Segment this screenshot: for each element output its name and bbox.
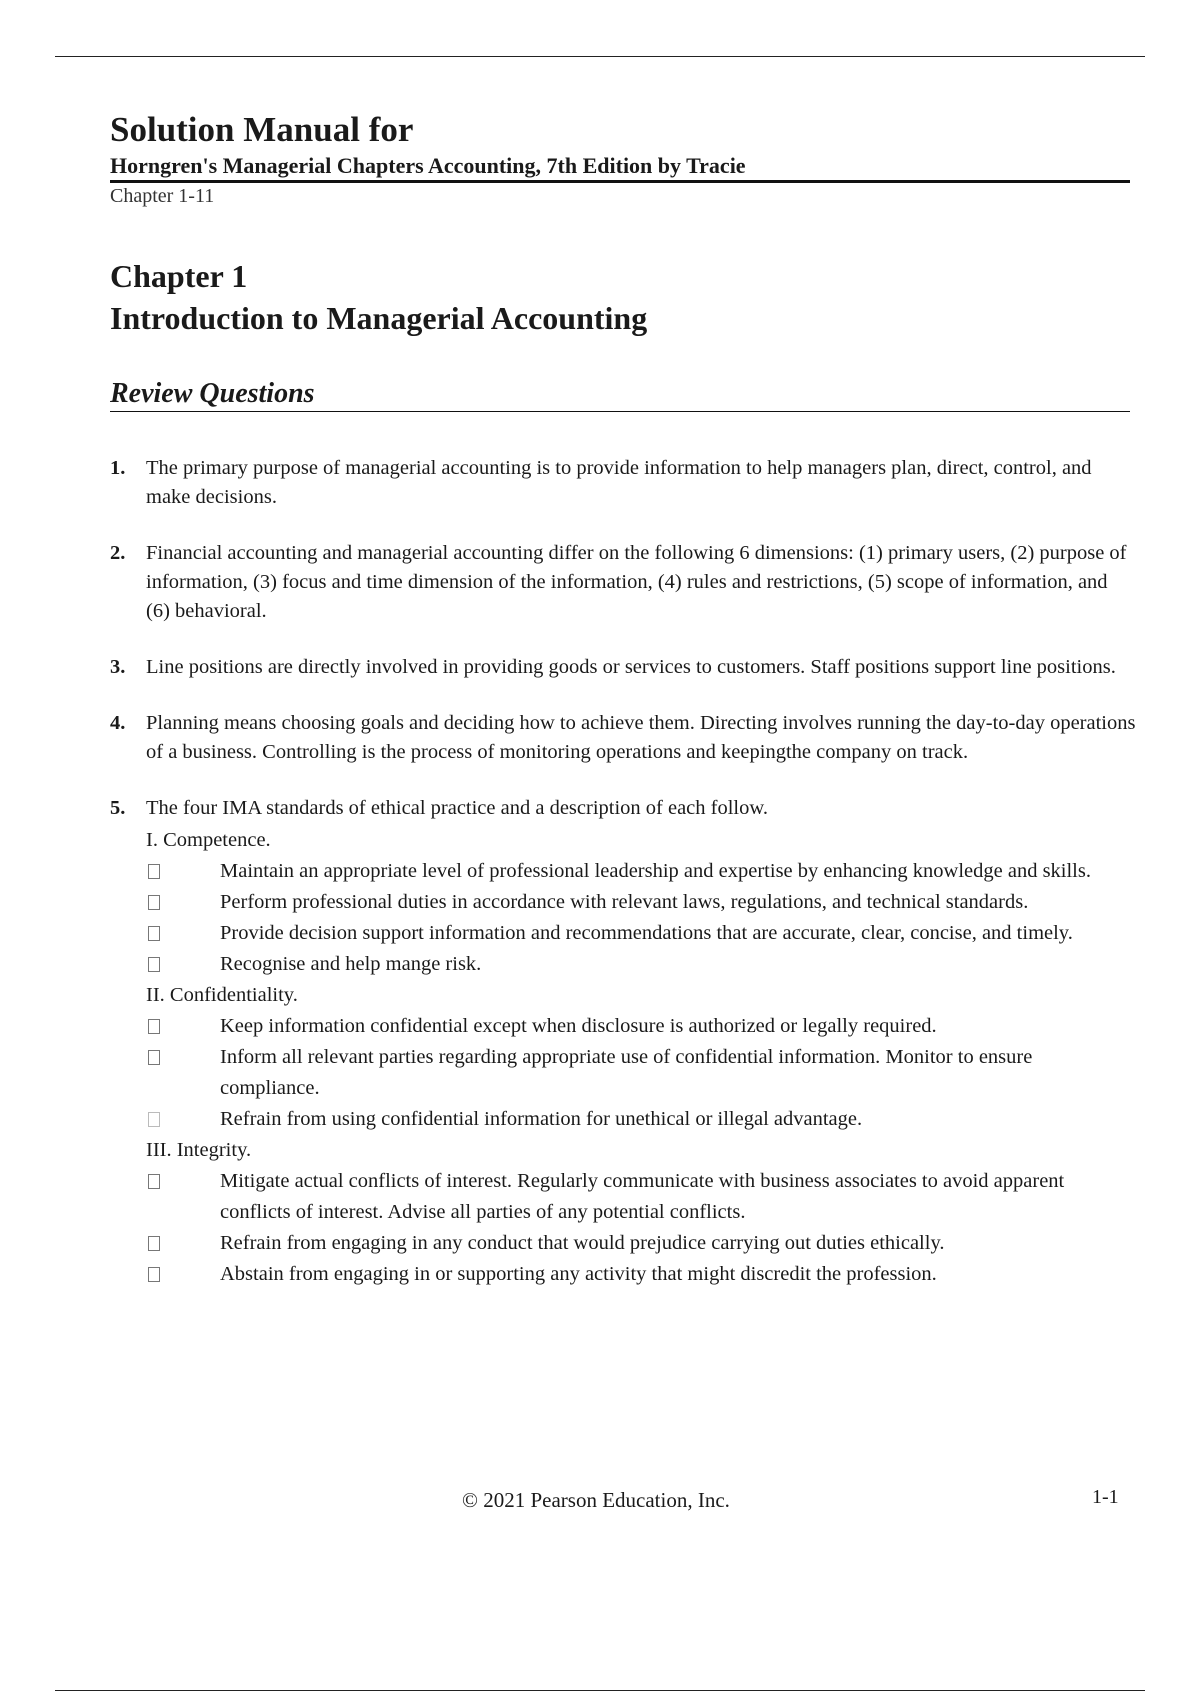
checkbox-glyph-icon [148,1267,160,1282]
standard-bullet [148,949,1120,980]
bullet-text: Perform professional duties in accordance with relevant laws, regulations, and technical standards. [220,891,1029,913]
standard-bullet [148,1166,1120,1228]
bullet-text: Refrain from using confidential information for unethical or illegal advantage. [220,1108,863,1130]
standard-bullet [148,1259,1120,1290]
document-subtitle: Horngren's Managerial Chapters Accounting, 7th Edition by Tracie [110,152,1130,183]
checkbox-glyph-icon [148,1112,160,1127]
chapter-heading [110,255,1130,339]
question-number: 4. [110,712,126,734]
checkbox-glyph-icon [148,957,160,972]
checkbox-glyph-icon [148,864,160,879]
checkbox-glyph-icon [148,895,160,910]
standard-bullet [148,1104,1120,1135]
document-page [110,108,1136,1290]
question-number: 1. [110,457,126,479]
bullet-text: Provide decision support information and recommendations that are accurate, clear, concise, and timely. [220,922,1073,944]
bullet-text: Mitigate actual conflicts of interest. Regularly communicate with business associates to avoid apparent conflicts of interest. Advise all parties of any potential conflicts. [220,1170,1065,1223]
question-number: 5. [110,797,126,819]
bullet-text: Maintain an appropriate level of professional leadership and expertise by enhancing knowledge and skills. [220,860,1091,882]
question-item [110,454,1136,512]
question-item [110,653,1136,682]
question-item [110,709,1146,767]
standard-label: I. Competence. [146,829,271,851]
chapter-name: Introduction to Managerial Accounting [110,300,648,336]
standard-bullet [148,1011,1120,1042]
standard-label: III. Integrity. [146,1139,252,1161]
bullet-text: Keep information confidential except when disclosure is authorized or legally required. [220,1015,937,1037]
checkbox-glyph-icon [148,1174,160,1189]
chapter-range: Chapter 1-11 [110,185,215,207]
bullet-text: Inform all relevant parties regarding appropriate use of confidential information. Monitor to ensure compliance. [220,1046,1033,1099]
bullet-text: Refrain from engaging in any conduct that would prejudice carrying out duties ethically. [220,1232,945,1254]
section-heading: Review Questions [110,377,1130,412]
checkbox-glyph-icon [148,1236,160,1251]
question-text: The primary purpose of managerial accounting is to provide information to help managers plan, direct, control, and make decisions. [146,457,1092,508]
checkbox-glyph-icon [148,926,160,941]
question-text: The four IMA standards of ethical practice and a description of each follow. [146,797,768,819]
question-text: Planning means choosing goals and deciding how to achieve them. Directing involves running the day-to-day operations of a business. Controlling is the process of monitoring operations and keepingthe company on track. [146,712,1136,763]
standard-bullet [148,856,1120,887]
question-item [110,539,1136,626]
chapter-number: Chapter 1 [110,258,248,294]
standard-label: II. Confidentiality. [146,984,298,1006]
bullet-text: Abstain from engaging in or supporting any activity that might discredit the profession. [220,1263,937,1285]
question-list [110,454,1136,1290]
copyright-notice: © 2021 Pearson Education, Inc. [462,1488,730,1512]
bottom-rule [55,1690,1145,1691]
checkbox-glyph-icon [148,1050,160,1065]
question-number: 3. [110,656,126,678]
question-text: Financial accounting and managerial accounting differ on the following 6 dimensions: (1) primary users, (2) purpose of information, (3) focus and time dimension of the information, (4) rules and restrictions, (5) scope of information, and (6) behavioral. [146,542,1127,622]
top-rule [55,56,1145,57]
question-number: 2. [110,542,126,564]
document-title: Solution Manual for [110,110,414,149]
standard-bullet [148,918,1120,949]
standard-bullet [148,887,1120,918]
question-text: Line positions are directly involved in providing goods or services to customers. Staff positions support line positions. [146,656,1116,678]
bullet-text: Recognise and help mange risk. [220,953,482,975]
page-footer [0,1488,1200,1518]
standard-bullet [148,1042,1120,1104]
checkbox-glyph-icon [148,1019,160,1034]
page-number: 1-1 [1092,1486,1119,1508]
question-item [110,794,1136,823]
standard-bullet [148,1228,1120,1259]
